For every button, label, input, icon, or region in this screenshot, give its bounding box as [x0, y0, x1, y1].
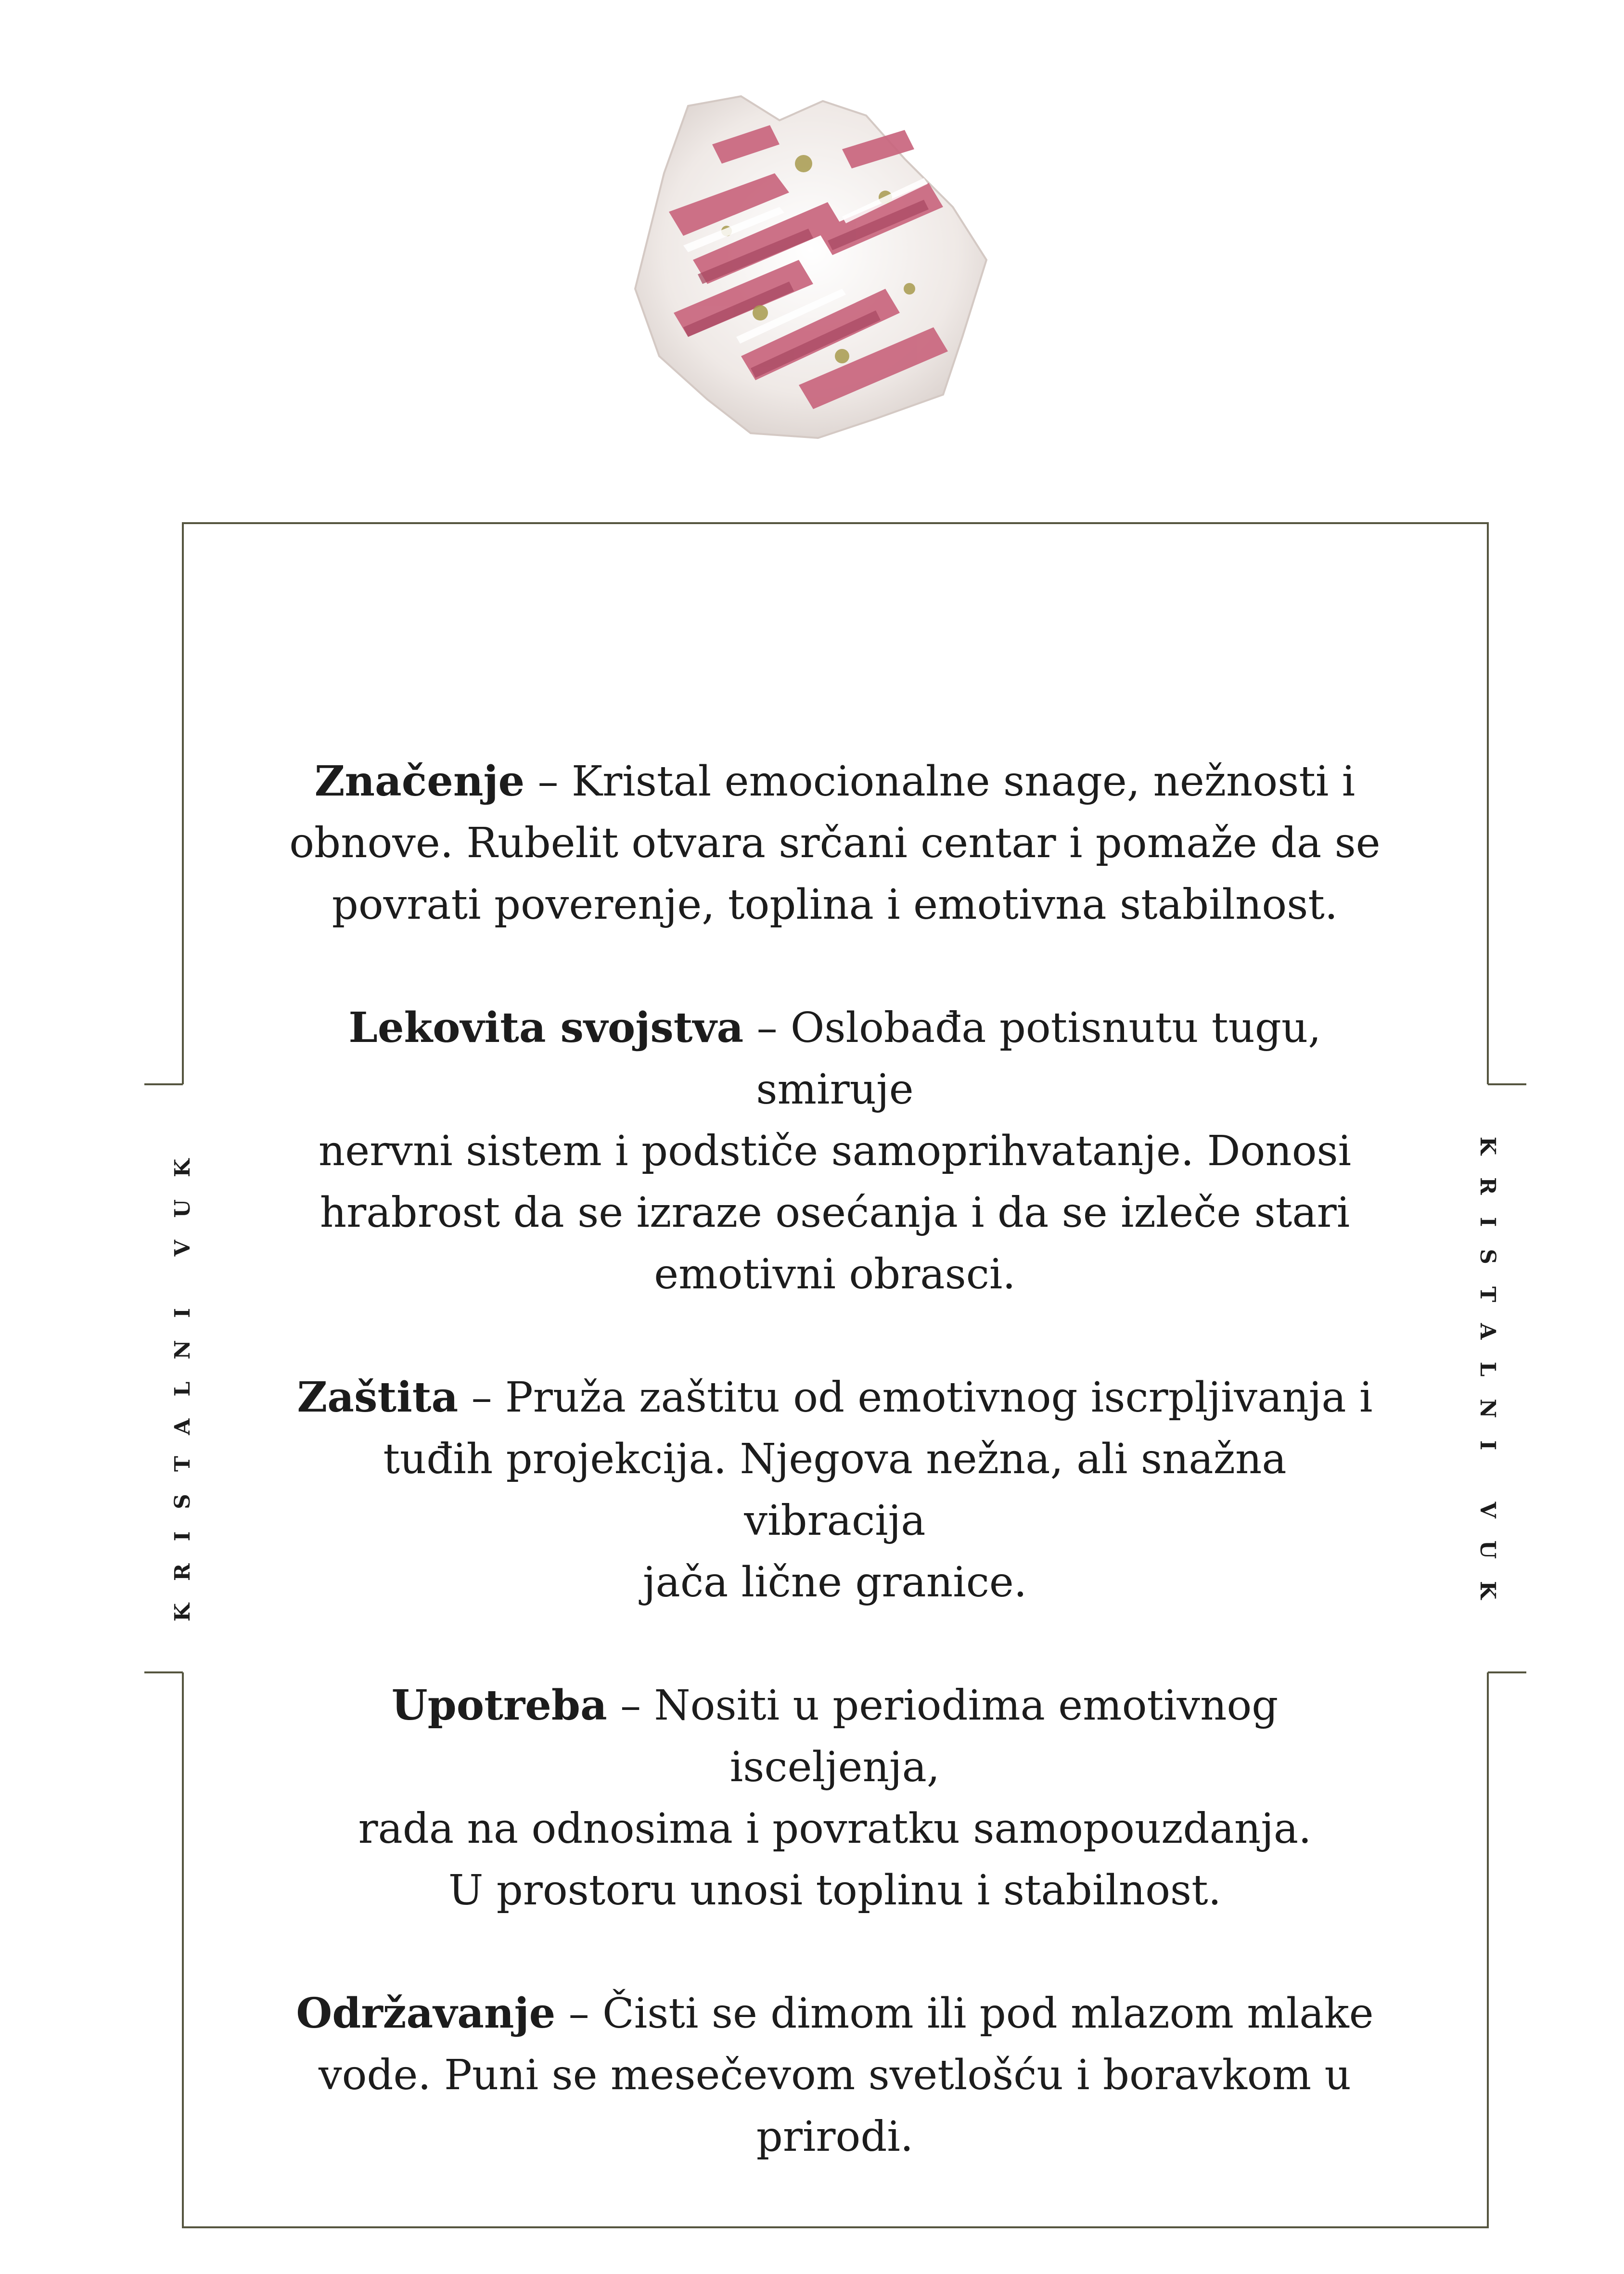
- section-line: emotivni obrasci.: [654, 1250, 1016, 1298]
- section-line: rada na odnosima i povratku samopouzdanja.: [358, 1805, 1312, 1853]
- section-line: Kristal emocionalne snage, nežnosti i: [571, 758, 1355, 806]
- frame-left-border-lower: [182, 1672, 184, 2228]
- section-title: Upotreba: [391, 1681, 607, 1730]
- frame-tick-right-lower: [1488, 1671, 1526, 1673]
- section-line: povrati poverenje, toplina i emotivna stabilnost.: [332, 881, 1338, 929]
- frame-right-border-lower: [1487, 1672, 1489, 2228]
- side-brand-left-text: KRISTALNI VUK: [170, 1136, 195, 1621]
- section-line: tuđih projekcija. Njegova nežna, ali snažna vibracija: [383, 1435, 1287, 1545]
- section-title: Lekovita svojstva: [348, 1003, 744, 1052]
- section-separator: –: [743, 1004, 791, 1052]
- section-separator: –: [524, 758, 572, 806]
- section-separator: –: [607, 1682, 654, 1730]
- section-line: U prostoru unosi toplinu i stabilnost.: [448, 1866, 1222, 1914]
- section-title: Zaštita: [297, 1373, 459, 1422]
- section-line: obnove. Rubelit otvara srčani centar i pomaže da se: [289, 819, 1381, 867]
- section-usage: [289, 1675, 1381, 1921]
- section-line: Čisti se dimom ili pod mlazom mlake: [602, 1990, 1374, 2038]
- side-brand-right-text: KRISTALNI VUK: [1475, 1136, 1500, 1621]
- section-line: Nositi u periodima emotivnog isceljenja,: [654, 1682, 1279, 1791]
- section-protection: [289, 1367, 1381, 1613]
- section-line: nervni sistem i podstiče samoprihvatanje. Donosi: [318, 1127, 1352, 1175]
- section-line: prirodi.: [756, 2113, 914, 2161]
- side-brand-left: [164, 1102, 202, 1656]
- side-brand-right: [1469, 1102, 1507, 1656]
- frame-left-border-upper: [182, 522, 184, 1084]
- section-line: vode. Puni se mesečevom svetlošću i boravkom u: [319, 2051, 1351, 2099]
- frame-tick-left-lower: [144, 1671, 183, 1673]
- crystal-description: [289, 751, 1381, 2229]
- section-line: hrabrost da se izraze osećanja i da se izleče stari: [320, 1189, 1350, 1237]
- frame-right-border-upper: [1487, 522, 1489, 1084]
- section-separator: –: [458, 1374, 505, 1422]
- section-line: Pruža zaštitu od emotivnog iscrpljivanja i: [505, 1374, 1373, 1422]
- section-maintenance: [289, 1983, 1381, 2168]
- section-line: jača lične granice.: [642, 1558, 1027, 1606]
- section-healing-properties: [289, 997, 1381, 1305]
- section-title: Održavanje: [296, 1989, 556, 2038]
- frame-top-border: [182, 522, 1489, 524]
- rubellite-crystal-icon: [616, 87, 1010, 452]
- section-separator: –: [555, 1990, 602, 2038]
- section-title: Značenje: [314, 757, 525, 806]
- section-meaning: [289, 751, 1381, 936]
- frame-tick-left-upper: [144, 1083, 183, 1085]
- frame-tick-right-upper: [1488, 1083, 1526, 1085]
- section-line: Oslobađa potisnutu tugu, smiruje: [756, 1004, 1321, 1114]
